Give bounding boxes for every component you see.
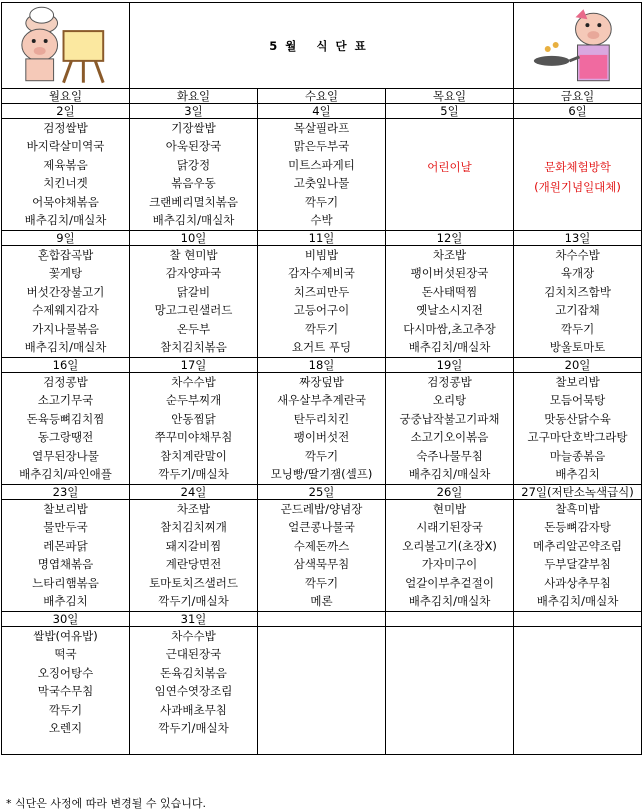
menu-cell (130, 500, 258, 612)
date-row (2, 358, 642, 373)
date-cell: 18일 (258, 358, 386, 373)
menu-item: 메추리알곤약조림 (533, 538, 622, 553)
menu-cell (386, 119, 514, 231)
date-cell: 5일 (386, 104, 514, 119)
menu-item: 배추김치 (555, 466, 600, 481)
menu-item: 팽이버섯된장국 (410, 266, 489, 281)
menu-item: 검정쌀밥 (43, 121, 88, 135)
menu-item: 시래기된장국 (416, 520, 483, 535)
holiday-note (514, 119, 641, 197)
menu-item: 온두부 (176, 321, 211, 336)
menu-item: 배추김치/매실차 (24, 339, 107, 354)
menu-item: 깍두기 (304, 321, 339, 336)
menu-item: 닭갈비 (176, 284, 211, 299)
menu-item: 요거트 푸딩 (291, 339, 352, 354)
menu-item: 깍두기 (304, 194, 339, 209)
menu-item: 맛동산닭수육 (544, 411, 611, 426)
menu-cell (2, 627, 130, 755)
menu-row (2, 500, 642, 612)
holiday-text: 어린이날 (427, 160, 472, 174)
menu-item: 치즈피만두 (293, 284, 350, 299)
menu-item: 궁중납작불고기파채 (399, 411, 500, 426)
date-row (2, 612, 642, 627)
date-cell: 17일 (130, 358, 258, 373)
date-cell: 24일 (130, 485, 258, 500)
menu-item: 두부달걀부침 (544, 557, 611, 572)
menu-item: 깍두기 (304, 448, 339, 463)
menu-item: 찰 현미밥 (169, 248, 218, 262)
menu-item: 돈등뼈감자탕 (544, 520, 611, 535)
menu-item: 배추김치/파인애플 (19, 466, 112, 481)
menu-item: 탄두리치킨 (293, 411, 350, 426)
menu-item: 배추김치/매실차 (152, 212, 235, 227)
menu-cell (514, 119, 642, 231)
day-header: 화요일 (130, 89, 258, 104)
menu-item: 현미밥 (432, 502, 467, 516)
menu-item: 떡국 (54, 647, 77, 662)
menu-item: 찰흑미밥 (555, 502, 600, 516)
menu-item: 꽃게탕 (48, 266, 83, 281)
day-header: 목요일 (386, 89, 514, 104)
menu-item: 동그랑땡전 (37, 430, 94, 445)
menu-item: 맑은두부국 (293, 139, 350, 154)
date-cell (386, 612, 514, 627)
menu-item: 팽이버섯전 (293, 430, 350, 445)
date-cell: 20일 (514, 358, 642, 373)
menu-item: 깍두기 (304, 575, 339, 590)
date-cell: 16일 (2, 358, 130, 373)
menu-item: 목살필라프 (293, 121, 350, 135)
menu-item: 고등어구이 (293, 303, 350, 318)
menu-item: 치킨너겟 (43, 176, 88, 191)
menu-cell (2, 373, 130, 485)
holiday-text: (개원기념일대체) (534, 180, 621, 194)
menu-item: 모닝빵/딸기잼(셀프) (270, 466, 373, 481)
menu-item: 수박 (310, 212, 333, 227)
day-header: 월요일 (2, 89, 130, 104)
holiday-text: 문화체험방학 (544, 160, 611, 174)
menu-item: 미트스파게티 (288, 157, 355, 172)
menu-item: 순두부찌개 (165, 393, 222, 408)
weeks (2, 104, 642, 755)
menu-item: 차조밥 (432, 248, 467, 262)
date-cell: 26일 (386, 485, 514, 500)
menu-item: 토마토치즈샐러드 (149, 575, 238, 590)
menu-item: 가자미구이 (421, 557, 478, 572)
menu-item: 열무된장나물 (32, 448, 99, 463)
menu-item: 짜장덮밥 (299, 375, 344, 389)
menu-cell (130, 119, 258, 231)
menu-item: 막국수무침 (37, 684, 94, 699)
menu-item: 쭈꾸미야채무침 (154, 430, 233, 445)
menu-item: 버섯간장불고기 (26, 284, 105, 299)
menu-row (2, 373, 642, 485)
menu-item: 배추김치 (43, 593, 88, 608)
menu-item: 볶음우동 (171, 176, 216, 191)
menu-item: 고기잡채 (555, 303, 600, 318)
menu-item: 깍두기 (560, 321, 595, 336)
menu-item: 차수수밥 (171, 629, 216, 643)
menu-item: 얼큰콩나물국 (288, 520, 355, 535)
menu-cell (386, 627, 514, 755)
menu-item: 수제웨지감자 (32, 303, 99, 318)
menu-item: 망고그린샐러드 (154, 303, 233, 318)
menu-item: 모듬어묵탕 (549, 393, 606, 408)
menu-cell (130, 627, 258, 755)
date-cell: 27일(저탄소녹색급식) (514, 485, 642, 500)
date-row (2, 485, 642, 500)
menu-item: 레몬파닭 (43, 538, 88, 553)
menu-item: 차수수밥 (171, 375, 216, 389)
menu-item: 소고기무국 (37, 393, 94, 408)
day-header: 금요일 (514, 89, 642, 104)
menu-cell (130, 246, 258, 358)
menu-item: 깍두기/매실차 (158, 466, 229, 481)
menu-item: 삼색묵무침 (293, 557, 350, 572)
menu-item: 메론 (310, 593, 333, 608)
menu-item: 얼갈이부추겉절이 (405, 575, 494, 590)
date-cell: 10일 (130, 231, 258, 246)
menu-cell (258, 119, 386, 231)
menu-cell (386, 373, 514, 485)
menu-item: 곤드레밥/양념장 (280, 502, 363, 516)
menu-cell (258, 246, 386, 358)
menu-cell (514, 627, 642, 755)
menu-item: 오리불고기(초장X) (402, 538, 497, 553)
menu-item: 감자양파국 (165, 266, 222, 281)
date-cell: 19일 (386, 358, 514, 373)
menu-item: 깍두기 (48, 702, 83, 717)
menu-item: 찰보리밥 (43, 502, 88, 516)
menu-item: 배추김치/매실차 (24, 212, 107, 227)
date-cell (514, 612, 642, 627)
menu-cell (258, 627, 386, 755)
menu-item: 방울토마토 (549, 339, 606, 354)
chef-pig-illustration (2, 3, 130, 89)
menu-item: 명엽채볶음 (37, 557, 94, 572)
date-cell: 3일 (130, 104, 258, 119)
menu-item: 오징어탕수 (37, 665, 94, 680)
menu-cell (130, 373, 258, 485)
menu-item: 물만두국 (43, 520, 88, 535)
menu-row (2, 119, 642, 231)
menu-cell (258, 500, 386, 612)
menu-item: 가지나물볶음 (32, 321, 99, 336)
menu-item: 소고기오이볶음 (410, 430, 489, 445)
menu-cell (258, 373, 386, 485)
menu-item: 근대된장국 (165, 647, 222, 662)
menu-item: 사과상추무침 (544, 575, 611, 590)
date-cell: 31일 (130, 612, 258, 627)
menu-item: 검정콩밥 (43, 375, 88, 389)
menu-item: 검정콩밥 (427, 375, 472, 389)
menu-item: 크랜베리멸치볶음 (149, 194, 238, 209)
menu-item: 참치김치찌개 (160, 520, 227, 535)
menu-item: 배추김치/매실차 (408, 593, 491, 608)
menu-item: 임연수엿장조림 (154, 684, 233, 699)
menu-item: 제육볶음 (43, 157, 88, 172)
menu-cell (386, 246, 514, 358)
menu-item: 아욱된장국 (165, 139, 222, 154)
menu-item: 고구마단호박그라탕 (527, 430, 628, 445)
menu-item: 계란당면전 (165, 557, 222, 572)
menu-item: 쌀밥(여유밥) (33, 629, 98, 643)
menu-item: 바지락살미역국 (26, 139, 105, 154)
menu-item: 돈사태떡찜 (421, 284, 478, 299)
menu-item: 오리탕 (432, 393, 467, 408)
date-cell: 2일 (2, 104, 130, 119)
menu-item: 오렌지 (48, 720, 83, 735)
weekday-header-row (2, 89, 642, 104)
menu-item: 돈육김치볶음 (160, 665, 227, 680)
date-cell: 13일 (514, 231, 642, 246)
menu-item: 깍두기/매실차 (158, 593, 229, 608)
date-cell: 6일 (514, 104, 642, 119)
menu-item: 새우살부추계란국 (277, 393, 366, 408)
menu-item: 닭강정 (176, 157, 211, 172)
menu-item: 차수수밥 (555, 248, 600, 262)
menu-cell (2, 500, 130, 612)
date-cell (258, 612, 386, 627)
menu-cell (514, 500, 642, 612)
menu-item: 옛날소시지전 (416, 303, 483, 318)
date-cell: 9일 (2, 231, 130, 246)
date-cell: 12일 (386, 231, 514, 246)
menu-item: 수제돈까스 (293, 538, 350, 553)
menu-item: 고춧잎나물 (293, 176, 350, 191)
menu-item: 참치김치볶음 (160, 339, 227, 354)
menu-item: 배추김치/매실차 (408, 466, 491, 481)
date-row (2, 104, 642, 119)
menu-item: 배추김치/매실차 (536, 593, 619, 608)
date-row (2, 231, 642, 246)
menu-row (2, 627, 642, 755)
menu-item: 배추김치/매실차 (408, 339, 491, 354)
menu-row (2, 246, 642, 358)
menu-item: 감자수제비국 (288, 266, 355, 281)
cooking-pig-illustration (514, 3, 642, 89)
menu-item: 깍두기/매실차 (158, 720, 229, 735)
menu-item: 비빔밥 (304, 248, 339, 262)
menu-item: 기장쌀밥 (171, 121, 216, 135)
page-title: 5월 식단표 (130, 3, 514, 89)
menu-cell (2, 119, 130, 231)
menu-item: 마늘종볶음 (549, 448, 606, 463)
holiday-note (386, 119, 513, 177)
menu-item: 육개장 (560, 266, 595, 281)
date-cell: 30일 (2, 612, 130, 627)
menu-cell (514, 246, 642, 358)
menu-cell (514, 373, 642, 485)
menu-cell (2, 246, 130, 358)
menu-item: 돼지갈비찜 (165, 538, 222, 553)
menu-item: 느타리햄볶음 (32, 575, 99, 590)
menu-item: 안동찜닭 (171, 411, 216, 426)
day-header: 수요일 (258, 89, 386, 104)
menu-item: 혼합잡곡밥 (37, 248, 94, 262)
menu-item: 찰보리밥 (555, 375, 600, 389)
date-cell: 11일 (258, 231, 386, 246)
menu-item: 김치치즈함박 (544, 284, 611, 299)
date-cell: 25일 (258, 485, 386, 500)
menu-item: 사과배초무침 (160, 702, 227, 717)
date-cell: 23일 (2, 485, 130, 500)
menu-item: 돈육등뼈김치찜 (26, 411, 105, 426)
menu-item: 어묵야채볶음 (32, 194, 99, 209)
header-row (2, 3, 642, 89)
menu-cell (386, 500, 514, 612)
menu-item: 참치계란말이 (160, 448, 227, 463)
date-cell: 4일 (258, 104, 386, 119)
menu-table (1, 2, 642, 755)
menu-item: 다시마쌈,초고추장 (403, 321, 496, 336)
menu-item: 차조밥 (176, 502, 211, 516)
menu-item: 숙주나물무침 (416, 448, 483, 463)
footer-note: * 식단은 사정에 따라 변경될 수 있습니다. (6, 797, 206, 810)
